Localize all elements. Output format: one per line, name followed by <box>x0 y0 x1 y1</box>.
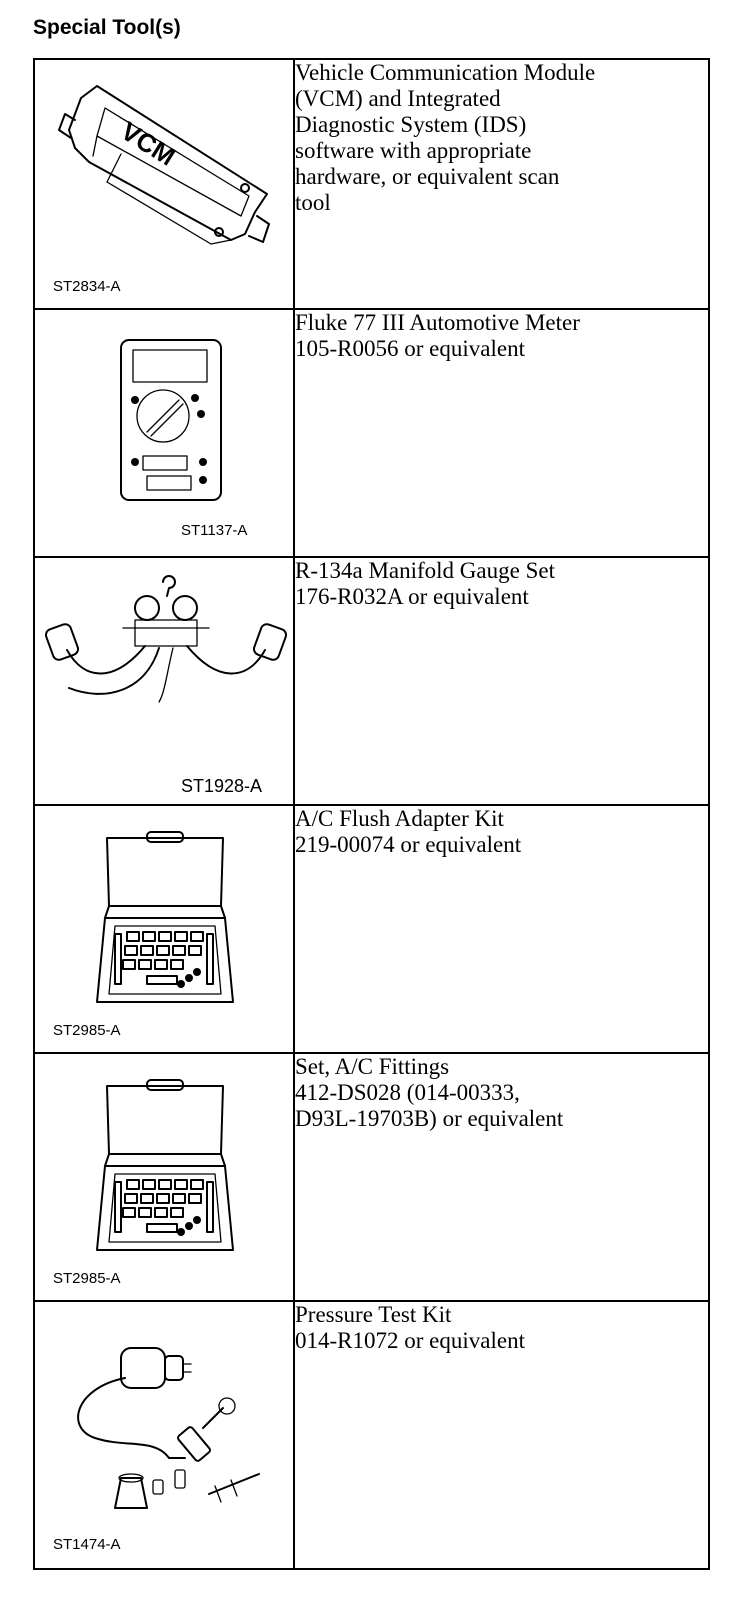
tool-row <box>34 557 709 805</box>
tool-description: Vehicle Communication Module (VCM) and Integrated Diagnostic System (IDS) software with appropriate hardware, or equivalent scan tool <box>295 60 596 215</box>
tool-image-cell <box>34 1053 294 1301</box>
adapter-kit-case-icon <box>35 814 293 1014</box>
tool-image-cell <box>34 59 294 309</box>
tool-id: ST1928-A <box>181 776 263 796</box>
tool-row <box>34 59 709 309</box>
manifold-gauge-icon <box>35 562 293 762</box>
tool-id: ST1474-A <box>53 1536 121 1553</box>
tool-description-cell <box>294 805 709 1053</box>
tool-description: Set, A/C Fittings 412-DS028 (014-00333, D93L-19703B) or equivalent <box>295 1054 564 1131</box>
fittings-case-icon <box>35 1062 293 1262</box>
tool-description: Pressure Test Kit 014-R1072 or equivalent <box>295 1302 525 1353</box>
tool-description: Fluke 77 III Automotive Meter 105-R0056 or equivalent <box>295 310 580 361</box>
tool-id: ST2985-A <box>53 1022 121 1039</box>
tool-description-cell <box>294 1053 709 1301</box>
page-title: Special Tool(s) <box>33 16 181 39</box>
tool-description-cell <box>294 1301 709 1569</box>
special-tools-table <box>33 58 710 1570</box>
pressure-test-kit-icon <box>35 1308 293 1528</box>
tool-image-cell <box>34 557 294 805</box>
tool-row <box>34 1053 709 1301</box>
tool-image-cell <box>34 1301 294 1569</box>
vcm-logo-text: VCM <box>115 115 181 172</box>
tool-id: ST2834-A <box>53 278 121 295</box>
tool-id: ST1137-A <box>181 522 248 539</box>
tool-description: A/C Flush Adapter Kit 219-00074 or equivalent <box>295 806 522 857</box>
vcm-module-icon <box>35 64 293 274</box>
tool-row <box>34 805 709 1053</box>
tool-description-cell <box>294 309 709 557</box>
tool-id: ST2985-A <box>53 1270 121 1287</box>
tool-description-cell <box>294 59 709 309</box>
tool-description-cell <box>294 557 709 805</box>
tool-row <box>34 1301 709 1569</box>
tool-description: R-134a Manifold Gauge Set 176-R032A or equivalent <box>295 558 555 609</box>
tool-row <box>34 309 709 557</box>
multimeter-icon <box>35 316 293 516</box>
tool-image-cell <box>34 805 294 1053</box>
tool-image-cell <box>34 309 294 557</box>
